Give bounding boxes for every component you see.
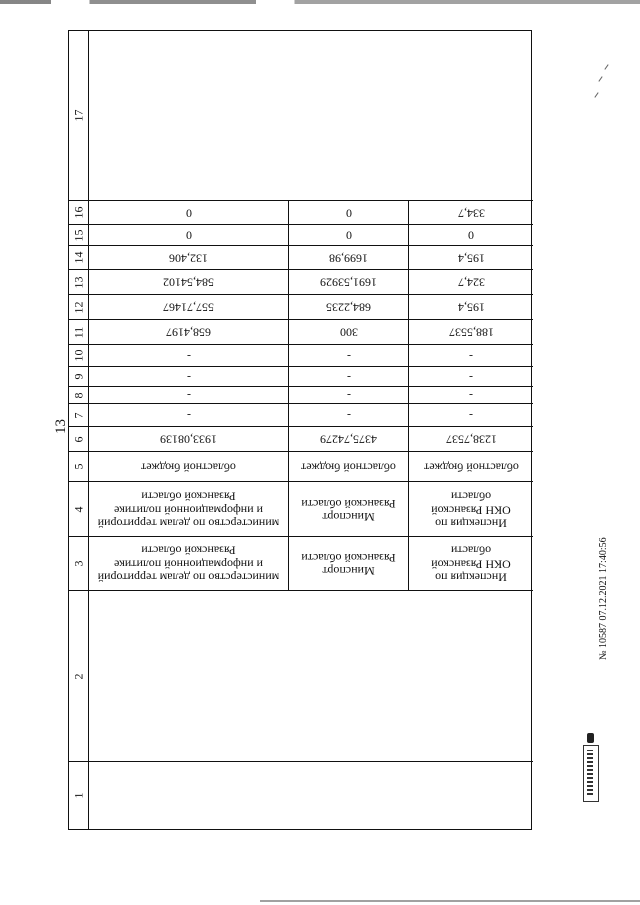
column-7 [69,404,533,427]
header-13: 13 [71,276,85,288]
cell-r3-c14: 195,4 [457,251,485,266]
column-9 [69,367,533,387]
column-8 [69,387,533,404]
scan-edge-top [0,0,640,4]
header-7: 7 [71,412,85,418]
cell-r3-c3: Инспекция по ОКН Рязанской области [431,543,511,585]
cell-r2-c15: 0 [345,228,352,243]
column-6 [69,427,533,452]
column-11 [69,320,533,345]
cell-r1-c7: - [186,408,191,423]
cell-r3-c13: 324,7 [457,275,485,290]
column-4 [69,482,533,537]
cell-r2-c14: 1699,98 [329,251,368,266]
cell-r1-c15: 0 [185,228,192,243]
column-14 [69,246,533,270]
cell-r2-c9: - [346,370,351,385]
header-6: 6 [71,436,85,442]
cell-r1-c5: областной бюджет [141,460,236,475]
cell-r2-c4: Минспорт Рязанской области [301,496,396,524]
pen-marks [592,62,612,107]
cell-r1-c3: министерство по делам территорий и информационной политике Рязанской области [97,543,280,585]
header-8: 8 [71,392,85,398]
cell-r2-c8: - [346,388,351,403]
header-16: 16 [71,206,85,219]
header-2: 2 [71,673,85,679]
cell-r3-c4: Инспекция по ОКН Рязанской области [431,489,511,531]
cell-r2-c16: 0 [345,206,352,221]
cell-r3-c9: - [469,370,473,385]
column-16 [69,201,533,225]
header-17: 17 [71,109,85,122]
column-15 [69,225,533,246]
header-4: 4 [71,506,85,512]
column-1 [69,762,533,829]
header-11: 11 [71,326,85,338]
cell-r1-c16: 0 [185,206,192,221]
cell-r3-c5: областной бюджет [423,460,519,475]
cell-r1-c12: 557,71467 [163,300,214,315]
column-12 [69,295,533,320]
page-number: 13 [53,419,69,434]
header-12: 12 [71,301,85,313]
header-9: 9 [71,373,85,380]
cell-r1-c13: 584,54102 [163,275,214,290]
column-10 [69,345,533,367]
cell-r1-c8: - [186,388,191,403]
cell-r3-c8: - [469,388,473,403]
cell-r2-c11: 300 [339,325,358,340]
cell-r3-c15: 0 [468,228,474,243]
header-1: 1 [71,792,85,799]
header-5: 5 [71,463,85,470]
cell-r3-c6: 1238,7537 [445,432,497,447]
cell-r2-c5: областной бюджет [301,460,396,475]
registration-stamp [598,537,609,660]
cell-r1-c11: 658,4197 [166,325,211,340]
cell-r3-c11: 188,5537 [448,325,494,340]
column-13 [69,270,533,295]
header-10: 10 [71,349,85,362]
column-5 [69,452,533,482]
budget-table [68,30,532,830]
cell-r2-c12: 684,2235 [326,300,371,315]
scan-edge-bottom [260,900,640,902]
cell-r2-c3: Минспорт Рязанской области [301,550,396,578]
column-3 [69,537,533,591]
cell-r2-c7: - [346,408,351,423]
header-15: 15 [71,229,85,241]
cell-r1-c10: - [186,349,191,364]
cell-r2-c13: 1691,53929 [320,275,377,290]
seal-knob [587,733,594,743]
header-14: 14 [71,251,85,264]
cell-r1-c6: 1933,08139 [160,432,217,447]
cell-r3-c7: - [469,408,473,423]
column-2 [69,591,533,762]
cell-r3-c16: 334,7 [457,206,485,221]
cell-r3-c12: 195,4 [457,300,485,315]
registration-seal-icon [583,745,599,802]
cell-r2-c10: - [346,349,351,364]
cell-r1-c4: министерство по делам территорий и информационной политике Рязанской области [97,489,280,531]
cell-r2-c6: 4375,74279 [320,432,377,447]
cell-r3-c10: - [469,349,473,364]
header-3: 3 [71,560,85,567]
cell-r1-c14: 132,406 [169,251,208,266]
cell-r1-c9: - [186,370,191,385]
column-17 [69,31,533,201]
registration-stamp-text: № 10587 07.12.2021 17:40:56 [598,537,609,660]
